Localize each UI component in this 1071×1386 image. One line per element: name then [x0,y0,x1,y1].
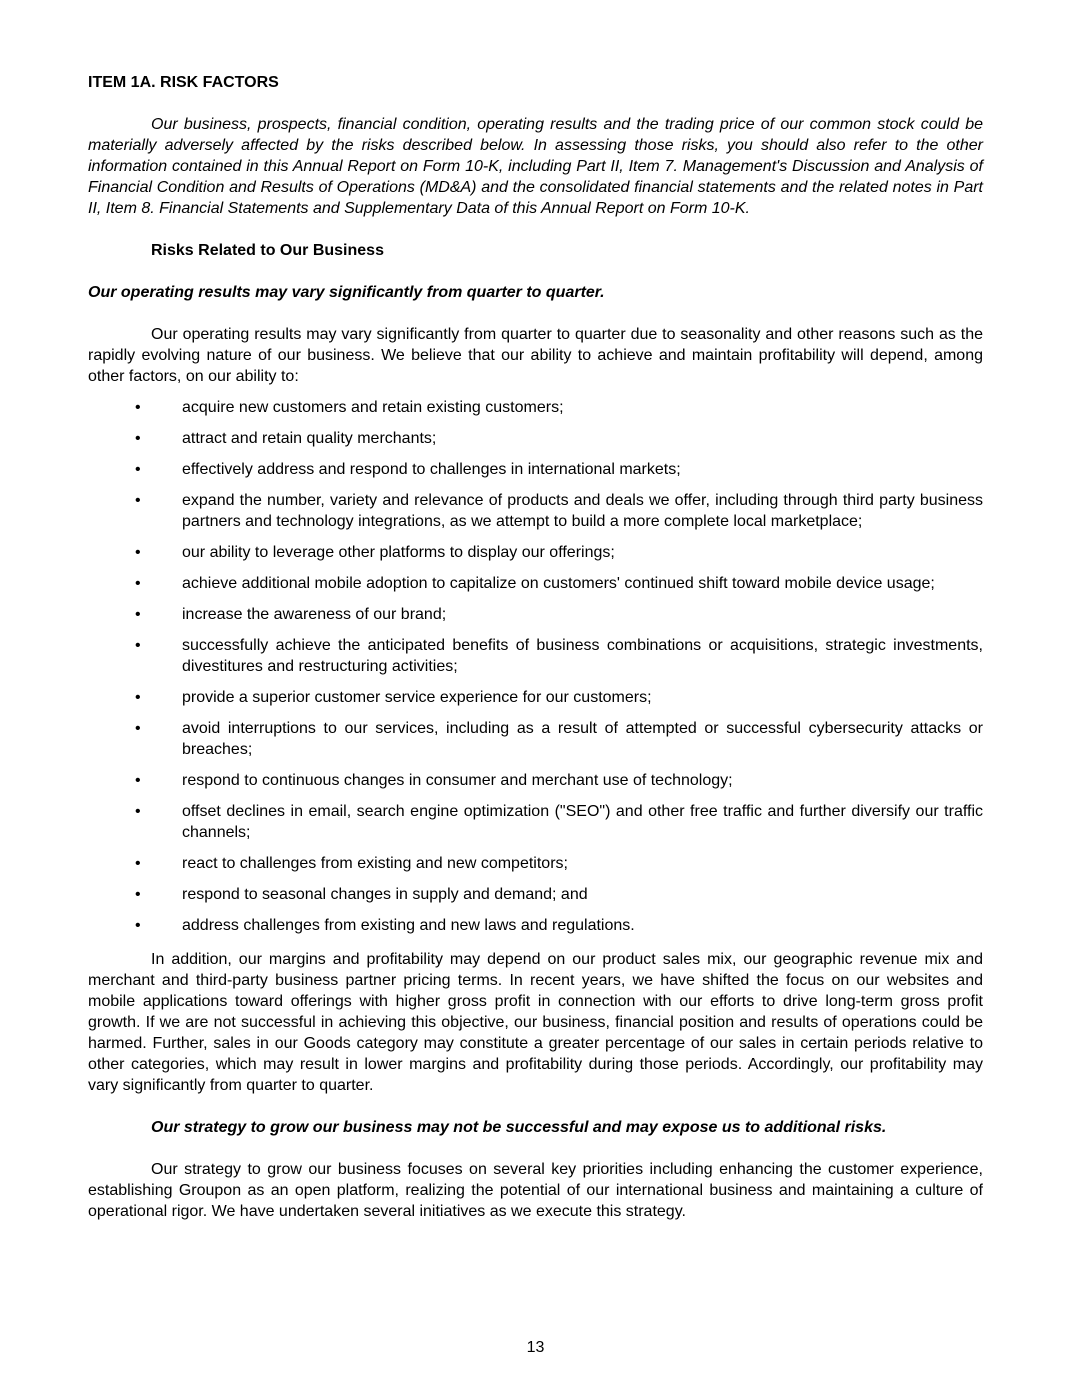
bullet-glyph: • [135,637,141,654]
list-item [88,428,983,449]
list-item [88,884,983,905]
factor-list [88,397,983,936]
bullet-glyph: • [135,803,141,820]
bullet-glyph: • [135,886,141,903]
bullet-glyph: • [135,720,141,737]
list-item-text: respond to continuous changes in consumer and merchant use of technology; [182,772,733,789]
list-item-text: our ability to leverage other platforms to display our offerings; [182,544,615,561]
bullet-glyph: • [135,575,141,592]
document-page [88,72,983,1222]
list-item [88,542,983,563]
list-item-text: avoid interruptions to our services, including as a result of attempted or successful cybersecurity attacks or breaches; [182,720,983,758]
intro-paragraph: Our business, prospects, financial condition, operating results and the trading price of our common stock could be materially adversely affected by the risks described below. In assessing those risks, you should also refer to the other information contained in this Annual Report on Form 10-K, including Part II, Item 7. Management's Discussion and Analysis of Financial Condition and Results of Operations (MD&A) and the consolidated financial statements and the related notes in Part II, Item 8. Financial Statements and Supplementary Data of this Annual Report on Form 10-K. [88,116,983,217]
risk-title-strategy: Our strategy to grow our business may not be successful and may expose us to additional risks. [151,1119,887,1136]
bullet-glyph: • [135,772,141,789]
bullet-glyph: • [135,606,141,623]
page-number: 13 [526,1339,545,1356]
list-item-text: address challenges from existing and new laws and regulations. [182,917,635,934]
list-item [88,801,983,843]
bullet-glyph: • [135,430,141,447]
list-item [88,397,983,418]
list-item [88,459,983,480]
risk-title-quarterly: Our operating results may vary significantly from quarter to quarter. [88,284,605,301]
list-item [88,770,983,791]
list-item-text: offset declines in email, search engine optimization ("SEO") and other free traffic and further diversify our traffic channels; [182,803,983,841]
list-item-text: achieve additional mobile adoption to capitalize on customers' continued shift toward mobile device usage; [182,575,935,592]
list-item-text: expand the number, variety and relevance of products and deals we offer, including through third party business partners and technology integrations, as we attempt to build a more complete local marketplace; [182,492,983,530]
bullet-glyph: • [135,855,141,872]
bullet-glyph: • [135,917,141,934]
section-heading: Risks Related to Our Business [151,242,384,259]
bullet-glyph: • [135,399,141,416]
list-item-text: attract and retain quality merchants; [182,430,437,447]
bullet-glyph: • [135,689,141,706]
risk2-paragraph-1: Our strategy to grow our business focuses on several key priorities including enhancing the customer experience, establishing Groupon as an open platform, realizing the potential of our international business and maintaining a culture of operational rigor. We have undertaken several initiatives as we execute this strategy. [88,1161,983,1220]
bullet-glyph: • [135,492,141,509]
list-item-text: acquire new customers and retain existing customers; [182,399,564,416]
risk1-paragraph-1: Our operating results may vary significantly from quarter to quarter due to seasonality and other reasons such as the rapidly evolving nature of our business. We believe that our ability to achieve and maintain profitability will depend, among other factors, on our ability to: [88,326,983,385]
list-item [88,635,983,677]
list-item [88,604,983,625]
list-item [88,718,983,760]
list-item-text: react to challenges from existing and new competitors; [182,855,568,872]
list-item [88,915,983,936]
list-item-text: effectively address and respond to challenges in international markets; [182,461,681,478]
list-item [88,573,983,594]
item-heading: ITEM 1A. RISK FACTORS [88,74,279,91]
list-item [88,853,983,874]
list-item [88,687,983,708]
list-item-text: provide a superior customer service experience for our customers; [182,689,652,706]
list-item-text: respond to seasonal changes in supply and demand; and [182,886,588,903]
bullet-glyph: • [135,544,141,561]
list-item [88,490,983,532]
list-item-text: increase the awareness of our brand; [182,606,447,623]
bullet-glyph: • [135,461,141,478]
risk1-paragraph-2: In addition, our margins and profitability may depend on our product sales mix, our geographic revenue mix and merchant and third-party business partner pricing terms. In recent years, we have shifted the focus on our websites and mobile applications toward offerings with higher gross profit in connection with our efforts to drive long-term gross profit growth. If we are not successful in achieving this objective, our business, financial position and results of operations could be harmed. Further, sales in our Goods category may constitute a greater percentage of our sales in certain periods relative to other categories, which may result in lower margins and profitability during those periods. Accordingly, our profitability may vary significantly from quarter to quarter. [88,951,983,1094]
list-item-text: successfully achieve the anticipated benefits of business combinations or acquisitions, strategic investments, divestitures and restructuring activities; [182,637,983,675]
